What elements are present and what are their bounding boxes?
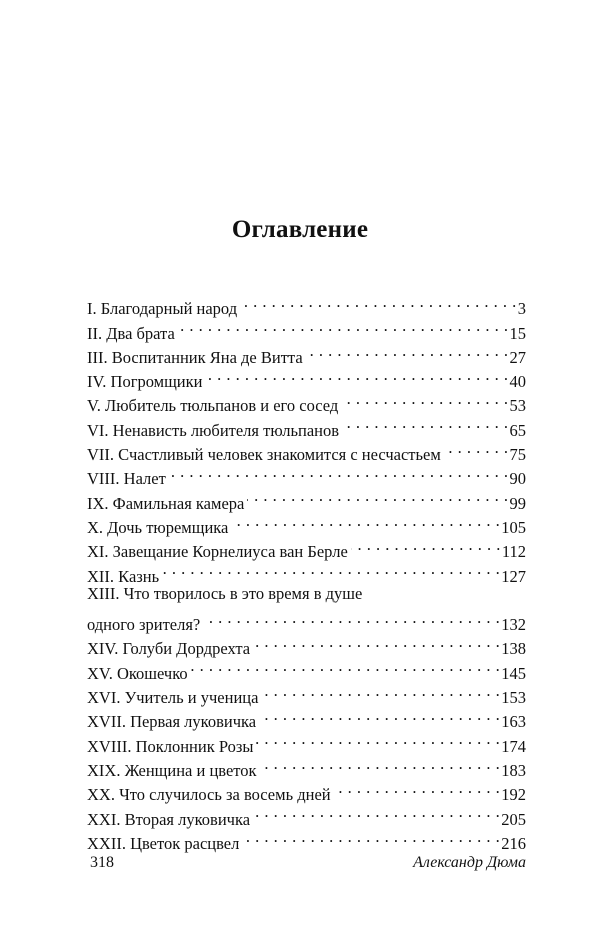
toc-entry-page: 15 xyxy=(509,323,526,343)
toc-leader-dots xyxy=(261,679,500,703)
toc-entry-label: VII. Счастливый человек знакомится с несчастьем xyxy=(87,445,441,465)
table-of-contents xyxy=(87,290,526,853)
toc-entry-page: 132 xyxy=(501,615,526,635)
toc-leader-dots xyxy=(240,290,517,314)
toc-entry-page: 138 xyxy=(501,639,526,659)
toc-entry-label: XV. Окошечко xyxy=(87,663,188,683)
toc-entry-label: IX. Фамильная камера xyxy=(87,493,245,513)
toc-entry-page: 105 xyxy=(501,517,526,537)
toc-entry-page: 99 xyxy=(509,493,526,513)
toc-entry-label: одного зрителя? xyxy=(87,615,201,635)
toc-leader-dots xyxy=(342,411,508,435)
toc-entry-label: XVI. Учитель и ученица xyxy=(87,688,259,708)
toc-entry-page: 90 xyxy=(509,469,526,489)
toc-leader-dots xyxy=(205,363,508,387)
toc-entry-page: 27 xyxy=(509,347,526,367)
toc-leader-dots xyxy=(259,703,500,727)
toc-entry-label: XVIII. Поклонник Розы xyxy=(87,736,254,756)
toc-leader-dots xyxy=(242,825,500,849)
toc-entry-label: XI. Завещание Корнелиуса ван Берле xyxy=(87,542,348,562)
toc-entry-page: 153 xyxy=(501,688,526,708)
toc-entry-label: VI. Ненависть любителя тюльпанов xyxy=(87,420,340,440)
running-author: Александр Дюма xyxy=(413,854,526,871)
toc-leader-dots xyxy=(256,727,500,751)
toc-entry-page: 205 xyxy=(501,809,526,829)
toc-entry-label: XII. Казнь xyxy=(87,566,160,586)
toc-entry xyxy=(87,290,526,319)
toc-leader-dots xyxy=(203,606,500,630)
toc-entry-label: XX. Что случилось за восемь дней xyxy=(87,785,331,805)
toc-leader-dots xyxy=(178,314,509,338)
toc-entry-page: 192 xyxy=(501,785,526,805)
toc-entry-page: 145 xyxy=(501,663,526,683)
toc-entry-page: 183 xyxy=(501,760,526,780)
toc-entry-page: 163 xyxy=(501,712,526,732)
toc-entry-label: X. Дочь тюремщика xyxy=(87,517,229,537)
toc-entry-first-line: XIII. Что творилось в это время в душе xyxy=(87,583,363,603)
toc-leader-dots xyxy=(341,387,508,411)
toc-entry-page: 65 xyxy=(509,420,526,440)
toc-entry-page: 216 xyxy=(501,833,526,853)
toc-entry-label: XXI. Вторая луковичка xyxy=(87,809,251,829)
toc-entry-label: XIX. Женщина и цветок xyxy=(87,760,257,780)
toc-leader-dots xyxy=(253,800,500,824)
toc-entry-page: 174 xyxy=(501,736,526,756)
toc-leader-dots xyxy=(444,436,509,460)
toc-entry-page: 53 xyxy=(509,396,526,416)
toc-leader-dots xyxy=(169,460,509,484)
toc-entry-page: 3 xyxy=(517,299,526,319)
page-number: 318 xyxy=(90,854,114,871)
toc-leader-dots xyxy=(247,484,508,508)
toc-leader-dots xyxy=(351,533,501,557)
toc-leader-dots xyxy=(306,339,509,363)
page-title: Оглавление xyxy=(231,216,369,243)
toc-leader-dots xyxy=(162,557,500,581)
toc-leader-dots xyxy=(260,752,501,776)
toc-leader-dots xyxy=(253,630,500,654)
toc-entry-label: I. Благодарный народ xyxy=(87,299,238,319)
toc-entry-label: III. Воспитанник Яна де Витта xyxy=(87,347,303,367)
toc-entry-page: 112 xyxy=(501,542,526,562)
toc-entry-label: XIV. Голуби Дордрехта xyxy=(87,639,251,659)
toc-entry-label: XVII. Первая луковичка xyxy=(87,712,257,732)
toc-entry xyxy=(87,606,526,635)
toc-entry-label: IV. Погромщики xyxy=(87,372,203,392)
toc-leader-dots xyxy=(231,509,500,533)
toc-entry-page: 40 xyxy=(509,372,526,392)
toc-leader-dots xyxy=(191,654,501,678)
toc-entry-page: 75 xyxy=(509,445,526,465)
toc-entry-label: VIII. Налет xyxy=(87,469,166,489)
toc-entry-label: XXII. Цветок расцвел xyxy=(87,833,240,853)
toc-leader-dots xyxy=(334,776,501,800)
toc-entry-label: II. Два брата xyxy=(87,323,175,343)
toc-entry-label: V. Любитель тюльпанов и его сосед xyxy=(87,396,339,416)
toc-entry-page: 127 xyxy=(501,566,526,586)
